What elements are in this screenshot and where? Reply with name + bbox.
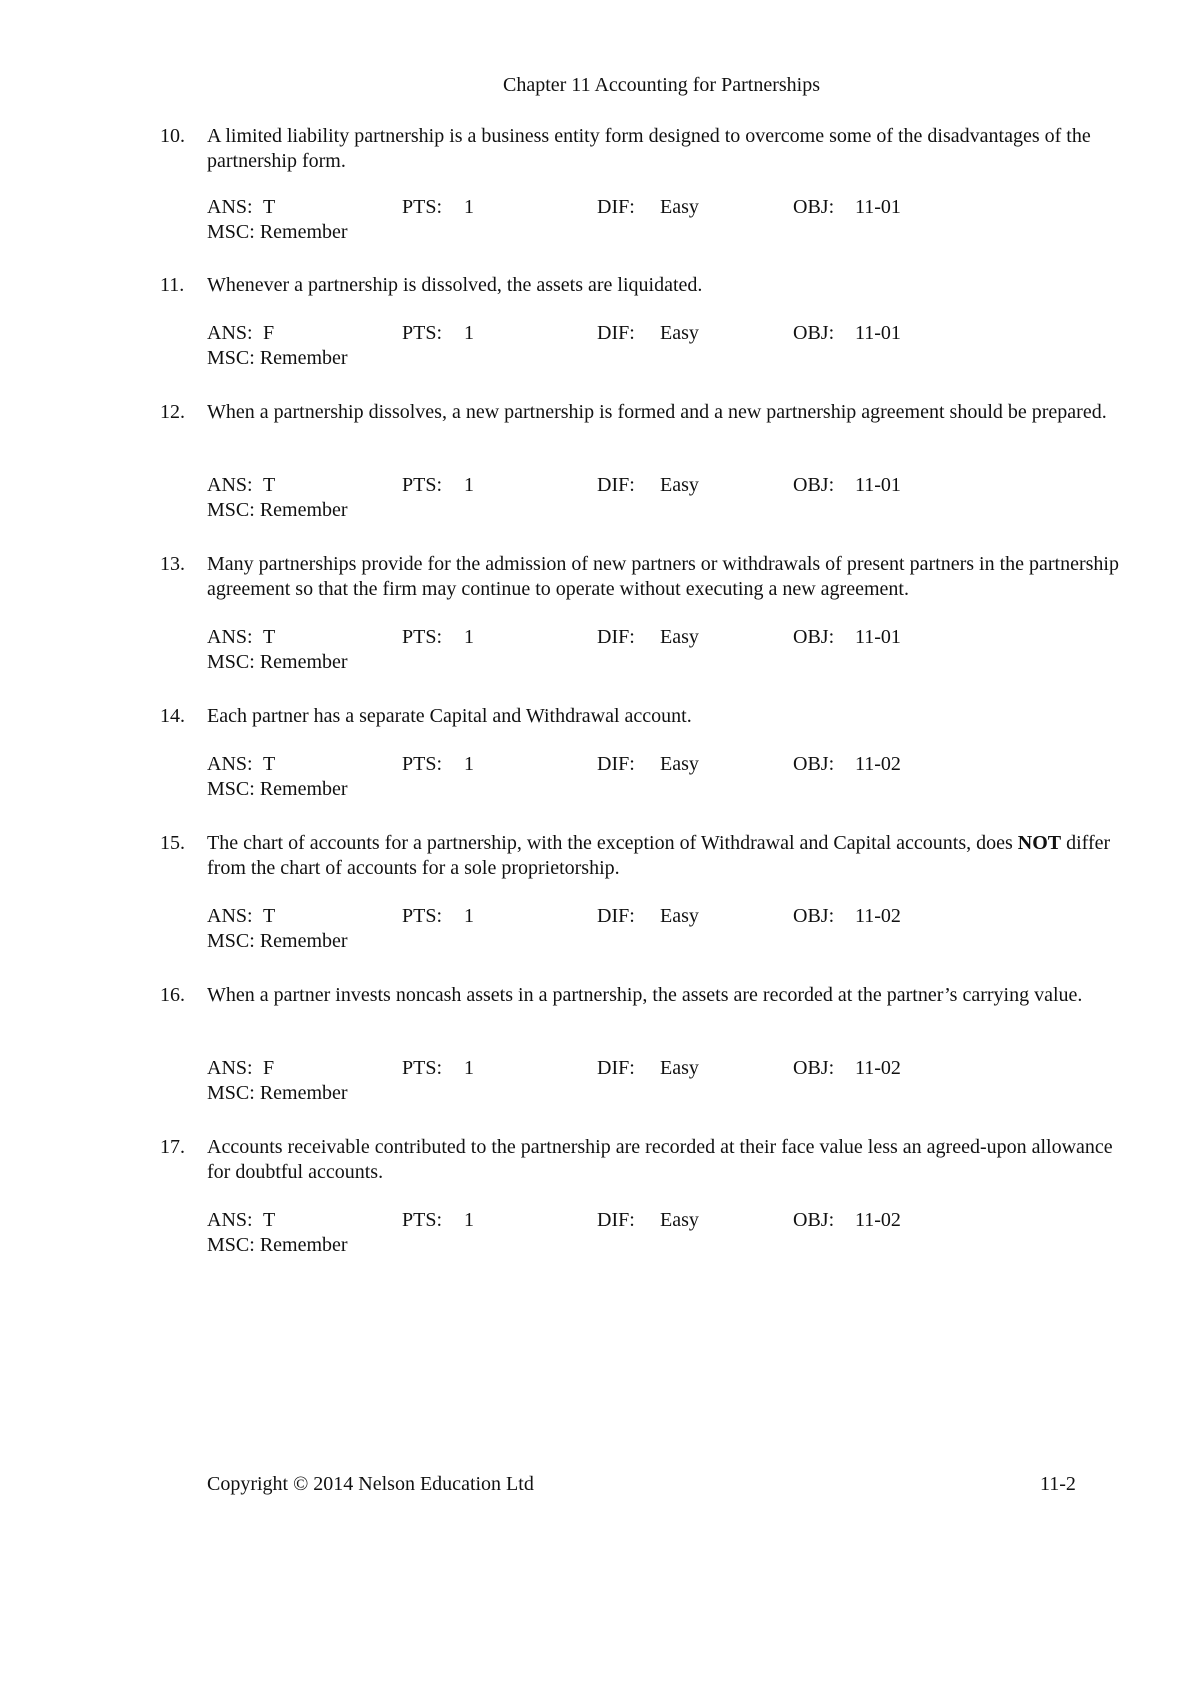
question-number: 15. (160, 832, 185, 854)
pts-label: PTS: (402, 474, 443, 496)
dif-value: Easy (660, 1209, 699, 1231)
pts-value: 1 (464, 474, 474, 496)
obj-value: 11-02 (855, 753, 901, 775)
pts-value: 1 (464, 753, 474, 775)
dif-label: DIF: (597, 1057, 635, 1079)
question-number: 11. (160, 274, 185, 296)
dif-label: DIF: (597, 626, 635, 648)
question-text: Accounts receivable contributed to the partnership are recorded at their face value less an agreed-upon allowance for doubtful accounts. (207, 1136, 1113, 1183)
msc-label: MSC: (207, 651, 255, 673)
ans-label: ANS: (207, 905, 253, 927)
ans-label: ANS: (207, 753, 253, 775)
dif-value: Easy (660, 905, 699, 927)
obj-value: 11-01 (855, 626, 901, 648)
msc-value: Remember (259, 930, 348, 952)
copyright-notice: Copyright © 2014 Nelson Education Ltd (207, 1473, 534, 1495)
page-header: Chapter 11 Accounting for Partnerships (503, 74, 820, 96)
ans-value: T (263, 905, 276, 927)
pts-label: PTS: (402, 1209, 443, 1231)
msc-label: MSC: (207, 499, 255, 521)
emphasis-text: NOT (1017, 832, 1062, 854)
msc-line (207, 777, 348, 802)
obj-label: OBJ: (793, 322, 835, 344)
question-text (207, 831, 1122, 881)
msc-value: Remember (259, 1234, 348, 1256)
obj-label: OBJ: (793, 1057, 835, 1079)
dif-label: DIF: (597, 905, 635, 927)
pts-value: 1 (464, 626, 474, 648)
ans-value: T (263, 1209, 276, 1231)
ans-label: ANS: (207, 1057, 253, 1079)
ans-value: T (263, 196, 276, 218)
ans-value: T (263, 753, 276, 775)
msc-label: MSC: (207, 778, 255, 800)
pts-value: 1 (464, 196, 474, 218)
obj-value: 11-01 (855, 196, 901, 218)
question-number: 14. (160, 705, 185, 727)
msc-line (207, 1081, 348, 1106)
pts-value: 1 (464, 1209, 474, 1231)
dif-value: Easy (660, 753, 699, 775)
msc-line (207, 650, 348, 675)
msc-label: MSC: (207, 1234, 255, 1256)
dif-value: Easy (660, 626, 699, 648)
pts-label: PTS: (402, 1057, 443, 1079)
ans-label: ANS: (207, 196, 253, 218)
question-text: Whenever a partnership is dissolved, the assets are liquidated. (207, 274, 703, 296)
question-text-part: The chart of accounts for a partnership, with the exception of Withdrawal and Capital accounts, does (207, 832, 1018, 854)
msc-line (207, 220, 348, 245)
question-number: 13. (160, 553, 185, 575)
pts-label: PTS: (402, 905, 443, 927)
pts-value: 1 (464, 1057, 474, 1079)
msc-line (207, 929, 348, 954)
question-text: When a partnership dissolves, a new partnership is formed and a new partnership agreement should be prepared. (207, 401, 1107, 423)
question-number: 10. (160, 125, 185, 147)
msc-value: Remember (259, 651, 348, 673)
pts-value: 1 (464, 322, 474, 344)
page-number: 11-2 (1040, 1473, 1076, 1495)
dif-label: DIF: (597, 1209, 635, 1231)
msc-label: MSC: (207, 1082, 255, 1104)
question-number: 16. (160, 984, 185, 1006)
msc-value: Remember (259, 221, 348, 243)
ans-label: ANS: (207, 322, 253, 344)
dif-label: DIF: (597, 322, 635, 344)
ans-value: T (263, 626, 276, 648)
msc-label: MSC: (207, 221, 255, 243)
dif-label: DIF: (597, 474, 635, 496)
pts-value: 1 (464, 905, 474, 927)
question-text: When a partner invests noncash assets in a partnership, the assets are recorded at the partner’s carrying value. (207, 984, 1083, 1006)
ans-value: T (263, 474, 276, 496)
ans-value: F (263, 1057, 275, 1079)
obj-label: OBJ: (793, 474, 835, 496)
question-text: Many partnerships provide for the admission of new partners or withdrawals of present partners in the partnership agreement so that the firm may continue to operate without executing a new agreement. (207, 553, 1119, 600)
obj-value: 11-02 (855, 905, 901, 927)
ans-label: ANS: (207, 1209, 253, 1231)
question-number: 12. (160, 401, 185, 423)
obj-label: OBJ: (793, 905, 835, 927)
obj-label: OBJ: (793, 753, 835, 775)
msc-line (207, 498, 348, 523)
question-text: A limited liability partnership is a business entity form designed to overcome some of the disadvantages of the partnership form. (207, 125, 1091, 172)
obj-value: 11-02 (855, 1209, 901, 1231)
question-number: 17. (160, 1136, 185, 1158)
msc-value: Remember (259, 1082, 348, 1104)
msc-value: Remember (259, 778, 348, 800)
msc-label: MSC: (207, 930, 255, 952)
pts-label: PTS: (402, 322, 443, 344)
obj-label: OBJ: (793, 1209, 835, 1231)
msc-value: Remember (259, 499, 348, 521)
pts-label: PTS: (402, 196, 443, 218)
dif-value: Easy (660, 196, 699, 218)
ans-label: ANS: (207, 474, 253, 496)
dif-label: DIF: (597, 196, 635, 218)
obj-label: OBJ: (793, 196, 835, 218)
msc-line (207, 346, 348, 371)
msc-label: MSC: (207, 347, 255, 369)
pts-label: PTS: (402, 753, 443, 775)
msc-line (207, 1233, 348, 1258)
pts-label: PTS: (402, 626, 443, 648)
ans-label: ANS: (207, 626, 253, 648)
obj-value: 11-01 (855, 322, 901, 344)
dif-value: Easy (660, 1057, 699, 1079)
dif-label: DIF: (597, 753, 635, 775)
obj-value: 11-01 (855, 474, 901, 496)
dif-value: Easy (660, 322, 699, 344)
ans-value: F (263, 322, 275, 344)
question-text-part: differ from the chart of accounts for a sole proprietorship. (207, 832, 1111, 879)
dif-value: Easy (660, 474, 699, 496)
obj-label: OBJ: (793, 626, 835, 648)
obj-value: 11-02 (855, 1057, 901, 1079)
msc-value: Remember (259, 347, 348, 369)
question-text: Each partner has a separate Capital and Withdrawal account. (207, 705, 692, 727)
